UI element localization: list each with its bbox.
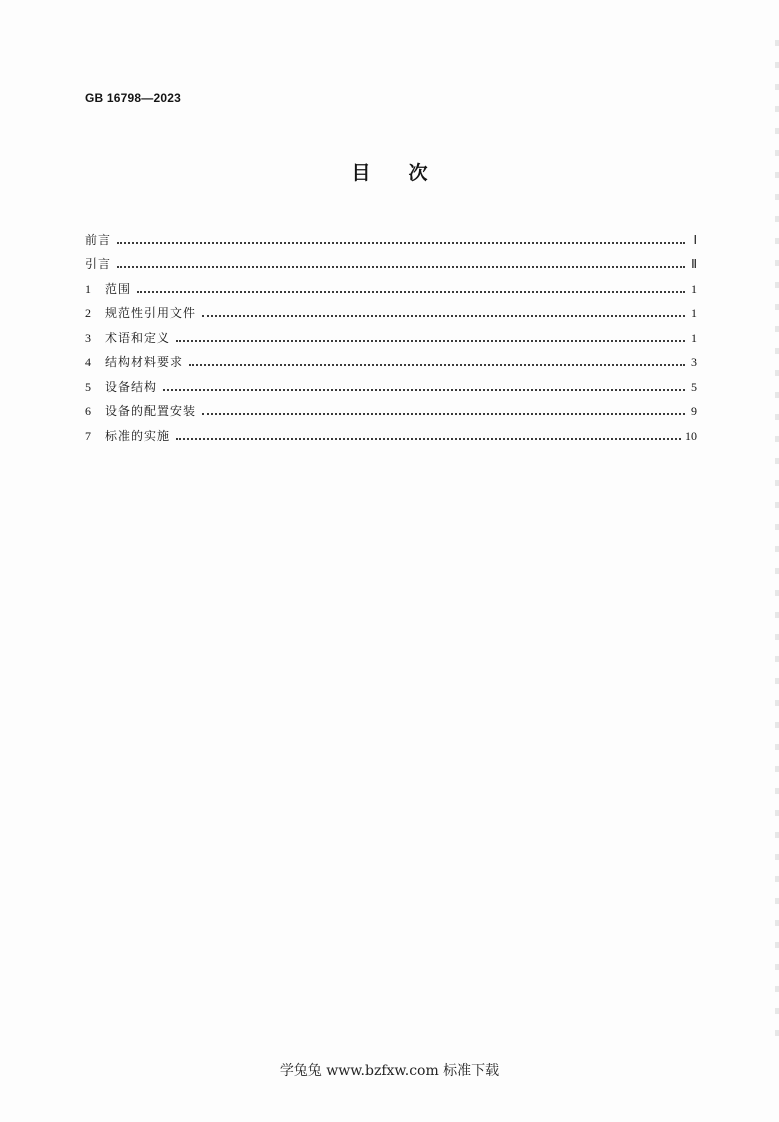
toc-entry-text: 结构材料要求 [105,355,184,369]
toc-entry-number: 5 [85,379,91,394]
toc-entry-equipment-installation[interactable] [85,394,697,419]
toc-entry-text: 引言 [85,257,112,271]
toc-entry-text: 术语和定义 [105,330,171,345]
toc-entry-page: 1 [691,281,697,296]
toc-entry-implementation[interactable] [85,418,697,443]
table-of-contents [85,222,697,443]
toc-entry-terms-definitions[interactable] [85,320,697,345]
toc-entry-number: 1 [85,281,91,296]
toc-entry-text: 设备的配置安装 [105,404,197,418]
toc-entry-page: 3 [691,355,697,369]
toc-entry-normative-references[interactable] [85,296,697,321]
toc-entry-text: 范围 [105,281,132,296]
toc-entry-number: 2 [85,306,91,320]
toc-entry-introduction[interactable] [85,247,697,272]
toc-entry-page: Ⅰ [693,232,697,247]
footer-watermark: 学兔兔 www.bzfxw.com 标准下载 [279,1063,500,1079]
toc-leader-dots [202,413,685,415]
toc-title [0,158,779,185]
toc-entry-page: 5 [691,379,697,394]
toc-entry-text: 设备结构 [105,379,158,394]
toc-entry-text: 标准的实施 [105,428,171,443]
toc-leader-dots [117,242,685,244]
toc-title-text: 目 次 [351,162,428,184]
toc-entry-page: 9 [691,404,697,418]
standard-code: GB 16798—2023 [85,91,181,105]
toc-entry-equipment-structure[interactable] [85,369,697,394]
toc-entry-scope[interactable] [85,271,697,296]
toc-entry-number: 7 [85,428,91,443]
toc-leader-dots [176,340,685,342]
scan-edge-artifact [775,40,779,1040]
toc-entry-number: 4 [85,355,91,369]
toc-entry-text: 规范性引用文件 [105,306,197,320]
toc-entry-page: 1 [691,330,697,345]
toc-entry-material-requirements[interactable] [85,345,697,370]
toc-entry-page: 1 [691,306,697,320]
toc-entry-number: 3 [85,330,91,345]
toc-leader-dots [189,364,685,366]
toc-entry-page: Ⅱ [691,257,697,271]
toc-leader-dots [117,266,685,268]
toc-entry-text: 前言 [85,232,112,247]
toc-leader-dots [176,438,681,440]
toc-entry-number: 6 [85,404,91,418]
toc-leader-dots [137,291,685,293]
toc-leader-dots [202,315,685,317]
toc-entry-foreword[interactable] [85,222,697,247]
toc-entry-page: 10 [685,428,697,443]
toc-leader-dots [163,389,685,391]
